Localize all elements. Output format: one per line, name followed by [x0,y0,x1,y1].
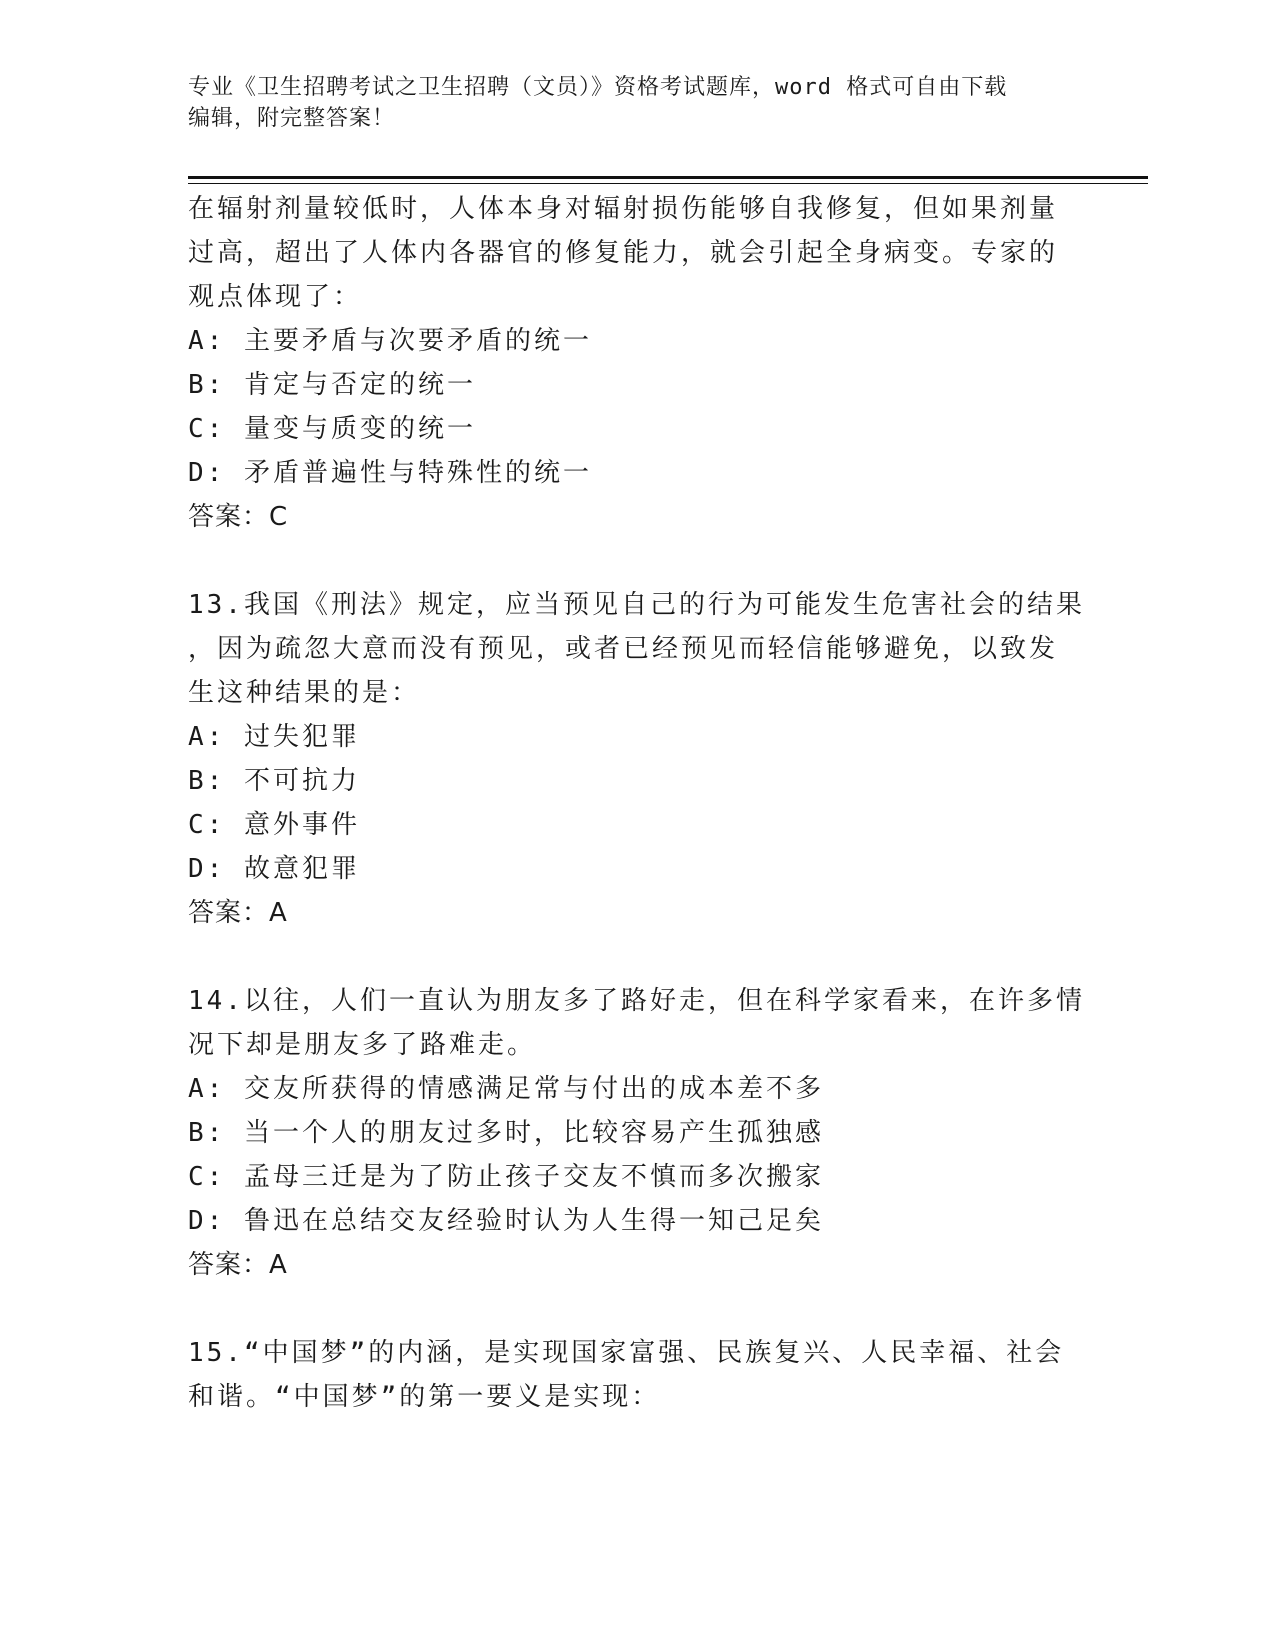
question-list [188,187,1088,1419]
option-a: A: 主要矛盾与次要矛盾的统一 [188,326,592,356]
question-12 [188,187,1088,539]
option-b: B: 肯定与否定的统一 [188,370,476,400]
header-rule-thick [188,176,1148,179]
question-15 [188,1331,1088,1419]
question-stem-line: 和谐。“中国梦”的第一要义是实现： [188,1382,661,1412]
document-header [188,72,1088,134]
option-b: B: 不可抗力 [188,766,360,796]
answer: 答案：A [188,1250,288,1280]
option-d: D: 矛盾普遍性与特殊性的统一 [188,458,592,488]
question-stem-line: 在辐射剂量较低时，人体本身对辐射损伤能够自我修复，但如果剂量 [188,194,1059,224]
option-c: C: 意外事件 [188,810,360,840]
option-a: A: 交友所获得的情感满足常与付出的成本差不多 [188,1074,824,1104]
option-c: C: 孟母三迁是为了防止孩子交友不慎而多次搬家 [188,1162,824,1192]
question-stem-line: 13.我国《刑法》规定，应当预见自己的行为可能发生危害社会的结果 [188,590,1085,620]
header-rule-thin [188,183,1148,184]
answer: 答案：A [188,898,288,928]
option-d: D: 鲁迅在总结交友经验时认为人生得一知己足矣 [188,1206,824,1236]
question-stem-line: 过高，超出了人体内各器官的修复能力，就会引起全身病变。专家的 [188,238,1059,268]
question-stem-line: ，因为疏忽大意而没有预见，或者已经预见而轻信能够避免，以致发 [188,634,1059,664]
header-line-1: 专业《卫生招聘考试之卫生招聘（文员）》资格考试题库，word 格式可自由下载 [188,75,1008,100]
question-stem-line: 况下却是朋友多了路难走。 [188,1030,537,1060]
option-c: C: 量变与质变的统一 [188,414,476,444]
answer: 答案：C [188,502,289,532]
question-stem-line: 14.以往，人们一直认为朋友多了路好走，但在科学家看来，在许多情 [188,986,1085,1016]
option-b: B: 当一个人的朋友过多时，比较容易产生孤独感 [188,1118,824,1148]
question-14 [188,979,1088,1287]
question-13 [188,583,1088,935]
option-d: D: 故意犯罪 [188,854,360,884]
header-line-2: 编辑，附完整答案！ [188,106,396,131]
option-a: A: 过失犯罪 [188,722,360,752]
question-stem-line: 15.“中国梦”的内涵，是实现国家富强、民族复兴、人民幸福、社会 [188,1338,1065,1368]
question-stem-line: 观点体现了： [188,282,363,312]
question-stem-line: 生这种结果的是： [188,678,421,708]
